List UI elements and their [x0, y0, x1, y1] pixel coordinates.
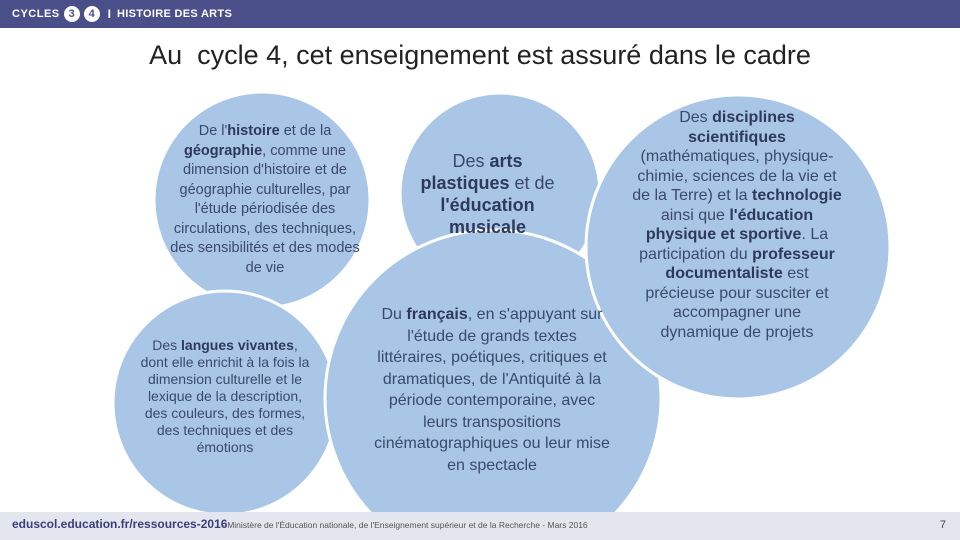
slide-title: Au cycle 4, cet enseignement est assuré dans le cadre [149, 40, 811, 70]
text-sciences: Des disciplines scientifiques (mathématiques, physique-chimie, sciences de la vie et de la Terre) et la technologie ainsi que l'éducation physique et sportive. La participation du professeur documentaliste est précieuse pour susciter et accompagner une dynamique de projets [632, 109, 842, 341]
text-langues: Des langues vivantes, dont elle enrichit à la fois la dimension culturelle et le lexique de la description, des couleurs, des formes, des techniques et des émotions [140, 337, 310, 455]
text-arts: Des arts plastiques et de l'éducation musicale [420, 151, 555, 237]
keyword-technologie: technologie [751, 187, 842, 204]
keyword-arts-plastiques: arts plastiques [420, 151, 523, 193]
header-separator: I [107, 7, 111, 21]
text-histoire: De l'histoire et de la géographie, comme une dimension d'histoire et de géographie culturelles, par l'étude périodisée des circulations, des techniques, des sensibilités et des modes de vie [170, 123, 360, 276]
cycle-3-badge: 3 [64, 6, 80, 22]
keyword-education-physique: l'éducation physique et sportive [645, 206, 814, 243]
cycles-label: CYCLES [12, 8, 60, 20]
text-francais: Du français, en s'appuyant sur l'étude de grands textes littéraires, poétiques, critiques et dramatiques, de l'Antiquité à la période contemporaine, avec leurs transpositions cinématographiques ou leur mise en spectacle [374, 306, 610, 474]
keyword-geographie: géographie [184, 142, 263, 159]
page-number: 7 [939, 519, 946, 531]
footer-bar [0, 512, 960, 540]
keyword-langues-vivantes: langues vivantes [181, 337, 294, 353]
keyword-histoire: histoire [227, 123, 280, 139]
footer-site-link[interactable]: eduscol.education.fr/ressources-2016 [12, 517, 228, 531]
keyword-francais: français [406, 306, 468, 323]
keyword-disciplines-scientifiques: disciplines scientifiques [688, 109, 795, 146]
keyword-professeur-documentaliste: professeur documentaliste [665, 245, 835, 282]
cycle-4-badge: 4 [84, 6, 100, 22]
footer-ministry: - Ministère de l'Éducation nationale, de l'Enseignement supérieur et de la Recherche - Mars 2016 [222, 520, 588, 530]
section-title: HISTOIRE DES ARTS [116, 8, 233, 20]
keyword-education-musicale: l'éducation musicale [440, 195, 535, 237]
